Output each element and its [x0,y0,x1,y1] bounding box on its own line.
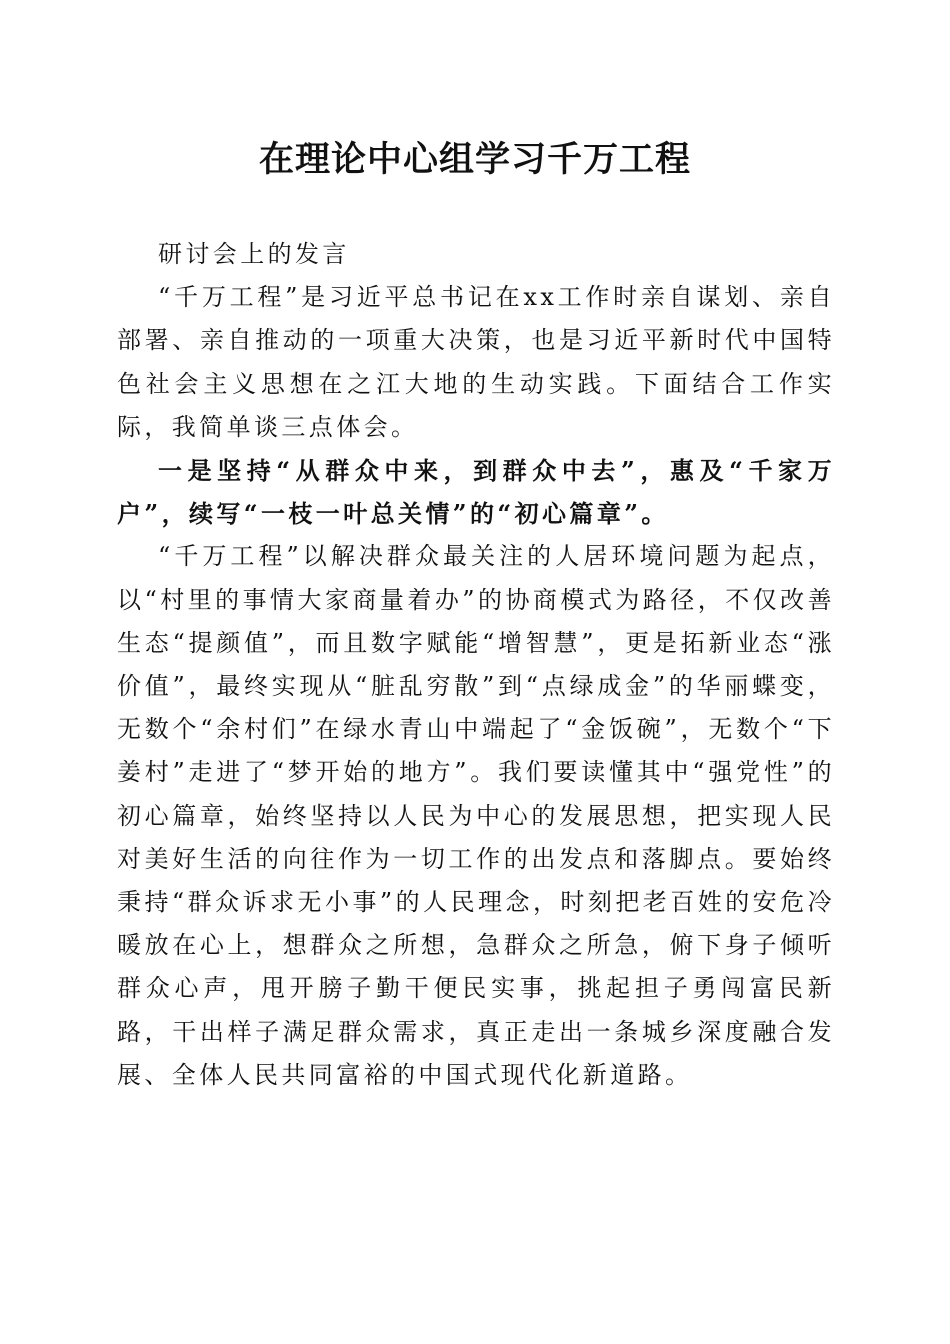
document-subtitle: 研讨会上的发言 [158,240,350,268]
document-body [117,233,835,1097]
document-title: 在理论中心组学习千万工程 [258,139,691,180]
section-heading-1: 一是坚持“从群众中来，到群众中去”，惠及“千家万户”，续写“一枝一叶总关情”的“初心篇章”。 [117,456,835,529]
paragraph-intro: “千万工程”是习近平总书记在xx工作时亲自谋划、亲自部署、亲自推动的一项重大决策，也是习近平新时代中国特色社会主义思想在之江大地的生动实践。下面结合工作实际，我简单谈三点体会。 [117,283,835,441]
paragraph-section-1: “千万工程”以解决群众最关注的人居环境问题为起点，以“村里的事情大家商量着办”的协商模式为路径，不仅改善生态“提颜值”，而且数字赋能“增智慧”，更是拓新业态“涨价值”，最终实现从“脏乱穷散”到“点绿成金”的华丽蝶变，无数个“余村们”在绿水青山中端起了“金饭碗”，无数个“下姜村”走进了“梦开始的地方”。我们要读懂其中“强党性”的初心篇章，始终坚持以人民为中心的发展思想，把实现人民对美好生活的向往作为一切工作的出发点和落脚点。要始终秉持“群众诉求无小事”的人民理念，时刻把老百姓的安危冷暖放在心上，想群众之所想，急群众之所急，俯下身子倾听群众心声，甩开膀子勤干便民实事，挑起担子勇闯富民新路，干出样子满足群众需求，真正走出一条城乡深度融合发展、全体人民共同富裕的中国式现代化新道路。 [117,542,835,1089]
